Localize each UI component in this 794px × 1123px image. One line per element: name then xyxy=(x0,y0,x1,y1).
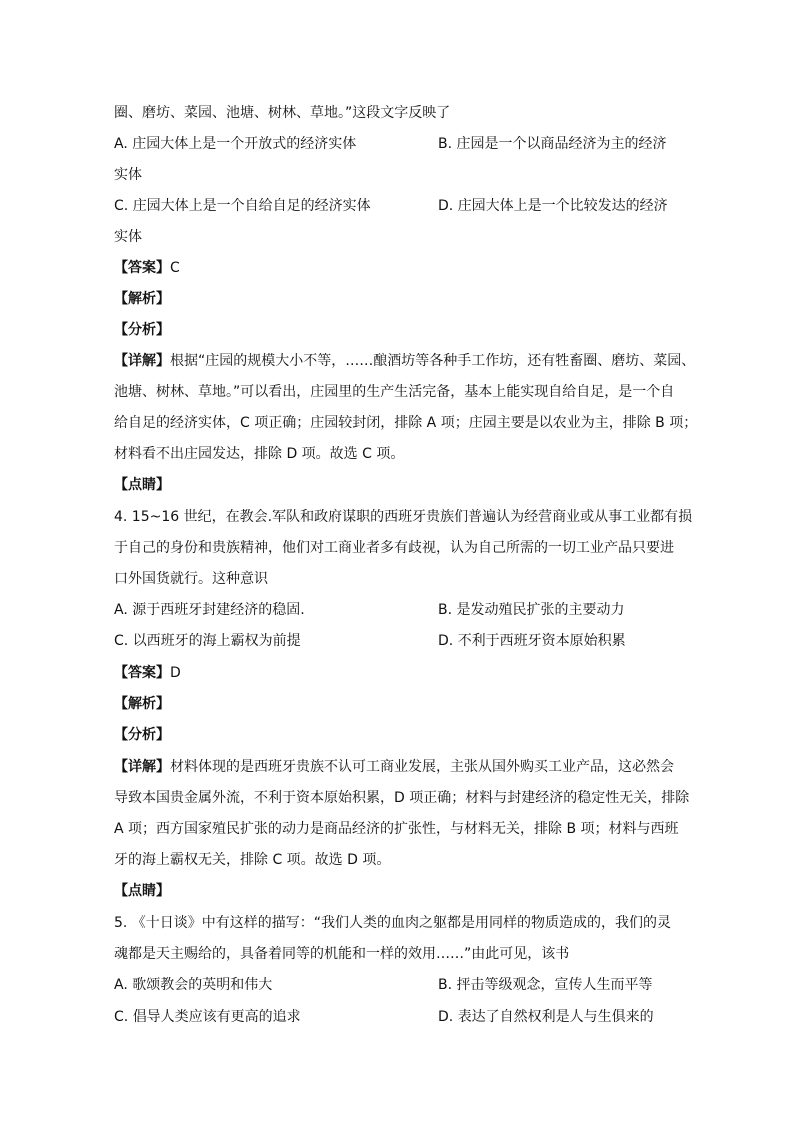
option-letter: B. xyxy=(438,136,453,152)
q4-detail-line-2: 导致本国贵金属外流，不利于资本原始积累，D 项正确；材料与封建经济的稳定性无关，排除 xyxy=(114,790,690,806)
option-letter: B. xyxy=(438,977,453,993)
q4-fenxi-label: 【分析】 xyxy=(114,727,170,743)
q4-detail-line-1 xyxy=(114,758,684,776)
q3-stem-tail: 圈、磨坊、菜园、池塘、树林、草地。”这段文字反映了 xyxy=(114,105,451,121)
q4-stem-line-1: 4. 15~16 世纪，在教会.军队和政府谋职的西班牙贵族们普遍认为经营商业或从事工业都有损 xyxy=(114,509,693,525)
option-text: 抨击等级观念，宣传人生而平等 xyxy=(456,977,653,993)
q4-stem-line-3: 口外国货就行。这种意识 xyxy=(114,571,268,587)
option-text: 以西班牙的海上霸权为前提 xyxy=(132,633,301,649)
option-text: 表达了自然权利是人与生俱来的 xyxy=(457,1009,654,1025)
option-letter: D. xyxy=(438,1009,454,1025)
option-letter: B. xyxy=(438,602,453,618)
answer-label: 【答案】 xyxy=(114,665,170,681)
q4-detail-line-4: 牙的海上霸权无关，排除 C 项。故选 D 项。 xyxy=(114,852,391,868)
q3-option-d xyxy=(438,197,698,215)
q4-option-d xyxy=(438,632,698,650)
option-letter: C. xyxy=(114,1009,129,1025)
option-text: 歌颂教会的英明和伟大 xyxy=(132,977,273,993)
q5-stem-line-1: 5. 《十日谈》中有这样的描写：“我们人类的血肉之躯都是用同样的物质造成的，我们的灵 xyxy=(114,915,672,931)
q3-fenxi-label: 【分析】 xyxy=(114,322,170,338)
option-text: 是发动殖民扩张的主要动力 xyxy=(456,602,625,618)
answer-value: C xyxy=(170,260,180,276)
q4-answer xyxy=(114,664,684,682)
q3-detail-line-4: 材料看不出庄园发达，排除 D 项。故选 C 项。 xyxy=(114,446,405,462)
option-text: 庄园大体上是一个比较发达的经济 xyxy=(457,198,668,214)
answer-value: D xyxy=(170,665,181,681)
q4-option-b xyxy=(438,601,698,619)
answer-label: 【答案】 xyxy=(114,260,170,276)
q4-analysis-label: 【解析】 xyxy=(114,696,170,712)
detail-text: 根据“庄园的规模大小不等，……酿酒坊等各种手工作坊，还有牲畜圈、磨坊、菜园、 xyxy=(170,353,696,369)
q5-stem-line-2: 魂都是天主赐给的，具备着同等的机能和一样的效用……”由此可见，该书 xyxy=(114,946,570,962)
q4-stem-line-2: 于自己的身份和贵族精神，他们对工商业者多有歧视，认为自己所需的一切工业产品只要进 xyxy=(114,540,674,556)
option-text: 源于西班牙封建经济的稳固. xyxy=(132,602,305,618)
q3-detail-line-1 xyxy=(114,352,696,370)
option-letter: A. xyxy=(114,602,128,618)
option-letter: A. xyxy=(114,136,128,152)
option-letter: A. xyxy=(114,977,128,993)
q3-answer xyxy=(114,259,684,277)
q3-detail-line-3: 给自足的经济实体，C 项正确；庄园较封闭，排除 A 项；庄园主要是以农业为主，排除 B 项； xyxy=(114,415,698,431)
option-text: 庄园是一个以商品经济为主的经济 xyxy=(456,136,667,152)
q3-option-b xyxy=(438,135,698,153)
q3-detail-line-2: 池塘、树林、草地。”可以看出，庄园里的生产生活完备，基本上能实现自给自足，是一个自 xyxy=(114,384,675,400)
option-letter: C. xyxy=(114,633,129,649)
detail-label: 【详解】 xyxy=(114,759,170,775)
option-text: 不利于西班牙资本原始积累 xyxy=(457,633,626,649)
option-text: 庄园大体上是一个自给自足的经济实体 xyxy=(132,198,371,214)
q3-option-d-wrap: 实体 xyxy=(114,229,142,245)
detail-label: 【详解】 xyxy=(114,353,170,369)
option-text: 倡导人类应该有更高的追求 xyxy=(132,1009,301,1025)
option-letter: D. xyxy=(438,198,454,214)
q4-detail-line-3: A 项；西方国家殖民扩张的动力是商品经济的扩张性，与材料无关，排除 B 项；材料与西班 xyxy=(114,821,679,837)
q3-analysis-label: 【解析】 xyxy=(114,291,170,307)
q5-option-b xyxy=(438,976,698,994)
q3-dianjing-label: 【点睛】 xyxy=(114,477,170,493)
q4-dianjing-label: 【点睛】 xyxy=(114,883,170,899)
q3-option-b-wrap: 实体 xyxy=(114,167,142,183)
option-letter: C. xyxy=(114,198,129,214)
option-text: 庄园大体上是一个开放式的经济实体 xyxy=(132,136,357,152)
option-letter: D. xyxy=(438,633,454,649)
detail-text: 材料体现的是西班牙贵族不认可工商业发展，主张从国外购买工业产品，这必然会 xyxy=(170,759,674,775)
q5-option-d xyxy=(438,1008,698,1026)
